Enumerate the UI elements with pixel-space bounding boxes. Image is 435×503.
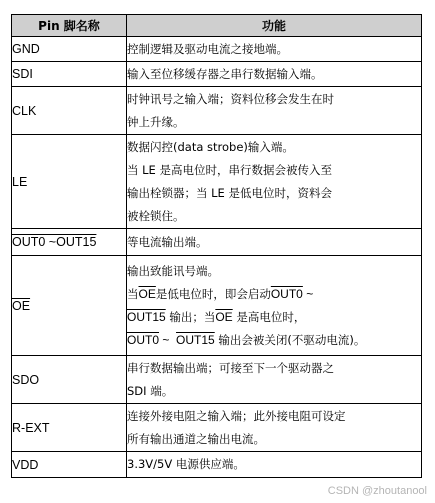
pin-function [127, 135, 422, 229]
pin-name-text: OUT0 ~OUT15 [12, 235, 97, 249]
table-row [12, 404, 422, 452]
pin-name: CLK [12, 87, 127, 135]
function-line: 输入至位移缓存器之串行数据输入端。 [127, 66, 323, 81]
pin-name: LE [12, 135, 127, 229]
pin-name: GND [12, 37, 127, 62]
pin-function [127, 404, 422, 452]
pin-name: SDO [12, 356, 127, 404]
table-row [12, 356, 422, 404]
signal-out0: OUT0 [127, 332, 160, 347]
text-fragment: ~ [302, 286, 314, 301]
table-row [12, 135, 422, 229]
signal-out15: OUT15 [127, 309, 166, 324]
pin-function [127, 356, 422, 404]
function-line: 被栓锁住。 [127, 208, 185, 223]
text-fragment: 当 [127, 286, 139, 301]
signal-oe: $\overline{OE}$ [138, 286, 156, 301]
function-line: 输出致能讯号端。 [127, 263, 219, 278]
function-line: 串行数据输出端；可接至下一个驱动器之 [127, 360, 334, 375]
pin-name [12, 256, 127, 356]
text-fragment: ~ [159, 332, 177, 347]
pin-function [127, 229, 422, 256]
watermark: CSDN @zhoutanool [327, 485, 427, 497]
pin-function [127, 37, 422, 62]
function-line: 连接外接电阻之输入端；此外接电阻可设定 [127, 408, 346, 423]
function-line: 钟上升缘。 [127, 114, 185, 129]
table-row [12, 452, 422, 478]
function-line: 当 LE 是高电位时，串行数据会被传入至 [127, 162, 332, 177]
pin-function [127, 452, 422, 478]
table-header-row [12, 15, 422, 37]
pin-name: VDD [12, 452, 127, 478]
pin-table [11, 14, 422, 478]
function-line [127, 306, 421, 329]
pin-name: R-EXT [12, 404, 127, 452]
table-row [12, 256, 422, 356]
text-fragment: 是低电位时，即会启动 [155, 286, 271, 301]
pin-name-text: $\overline{OE}$ [12, 298, 31, 313]
signal-out0: OUT0 [270, 286, 303, 301]
pin-name: SDI [12, 62, 127, 87]
pin-function [127, 87, 422, 135]
function-line: 等电流输出端。 [127, 234, 208, 249]
function-line: 3.3V/5V 电源供应端。 [127, 457, 245, 471]
function-line: SDI 端。 [127, 383, 174, 398]
table-row [12, 62, 422, 87]
pin-name [12, 229, 127, 256]
text-fragment: 输出会被关闭(不驱动电流)。 [214, 332, 366, 347]
function-line [127, 283, 421, 306]
function-line: 输出栓锁器；当 LE 是低电位时，资料会 [127, 185, 332, 200]
signal-oe: $\overline{OE}$ [215, 309, 233, 324]
function-line: 数据闪控(data strobe)输入端。 [127, 139, 294, 154]
table-row [12, 229, 422, 256]
text-fragment: 是高电位时， [232, 309, 306, 324]
function-line: 所有输出通道之输出电流。 [127, 431, 265, 446]
signal-out15: OUT15 [176, 332, 215, 347]
text-fragment: 输出；当 [165, 309, 216, 324]
pin-function [127, 256, 422, 356]
pin-function [127, 62, 422, 87]
table-row [12, 37, 422, 62]
function-line: 时钟讯号之输入端；资料位移会发生在时 [127, 91, 334, 106]
table-row [12, 87, 422, 135]
header-pin: Pin 脚名称 [12, 15, 127, 37]
function-line: 控制逻辑及驱动电流之接地端。 [127, 41, 288, 56]
header-function: 功能 [127, 15, 422, 37]
function-line [127, 329, 421, 352]
